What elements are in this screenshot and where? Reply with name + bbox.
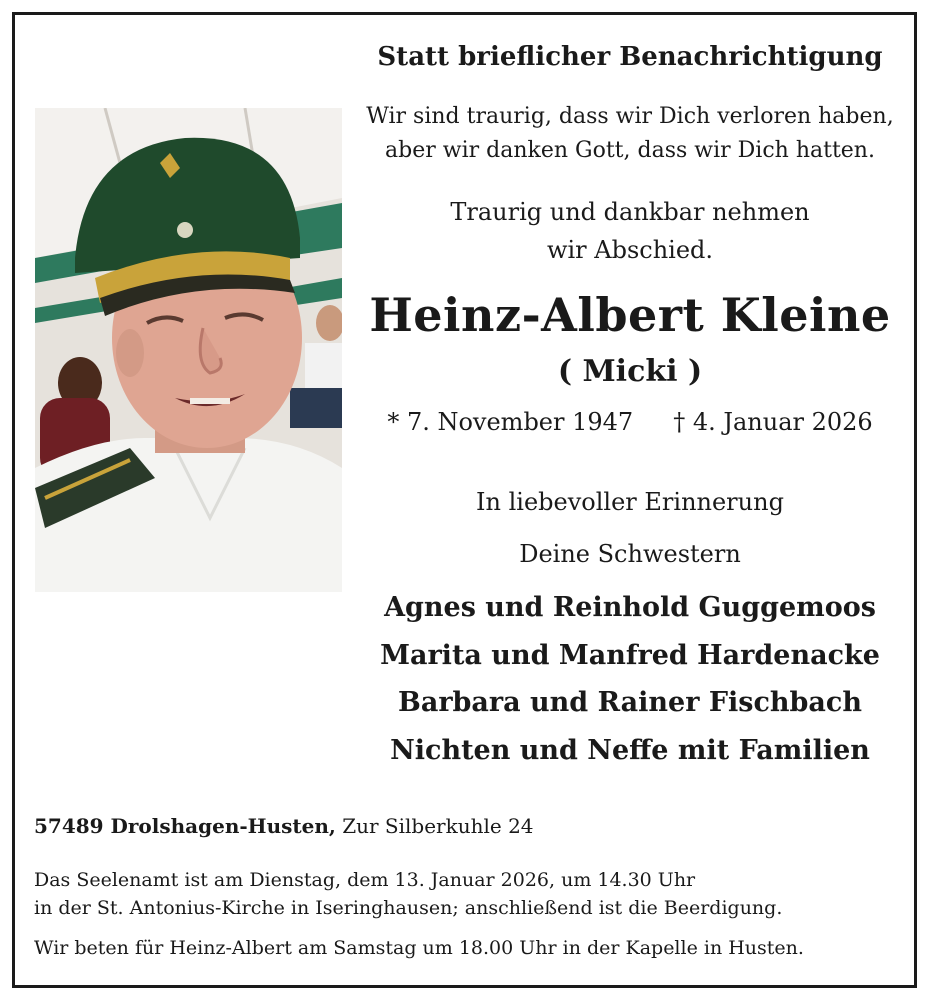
address-street: Zur Silberkuhle 24 [342, 814, 534, 838]
portrait-illustration [35, 108, 342, 592]
family-member-3: Barbara und Rainer Fischbach [398, 687, 862, 718]
deceased-nickname: ( Micki ) [557, 354, 703, 389]
death-date: † 4. Januar 2026 [673, 408, 873, 436]
relation-line: Deine Schwestern [519, 540, 741, 568]
service-line-1: Das Seelenamt ist am Dienstag, dem 13. Januar 2026, um 14.30 Uhr [34, 869, 696, 891]
birth-date: * 7. November 1947 [387, 408, 634, 436]
portrait-photo [35, 108, 342, 592]
family-member-1: Agnes und Reinhold Guggemoos [384, 592, 876, 623]
intro-line-1: Traurig und dankbar nehmen [450, 198, 810, 226]
life-dates [340, 408, 920, 436]
deceased-name: Heinz-Albert Kleine [369, 288, 891, 342]
family-member-2: Marita und Manfred Hardenacke [380, 640, 880, 671]
prayer-line: Wir beten für Heinz-Albert am Samstag um 18.00 Uhr in der Kapelle in Husten. [34, 937, 804, 959]
memory-line: In liebevoller Erinnerung [476, 488, 784, 516]
notice-header: Statt brieflicher Benachrichtigung [377, 42, 883, 72]
family-member-4: Nichten und Neffe mit Familien [390, 735, 870, 766]
address-line [34, 814, 534, 838]
intro-line-2: wir Abschied. [546, 236, 714, 264]
verse-line-2: aber wir danken Gott, dass wir Dich hatten. [385, 138, 875, 163]
service-line-2: in der St. Antonius-Kirche in Iseringhausen; anschließend ist die Beerdigung. [34, 897, 783, 919]
address-city: 57489 Drolshagen-Husten, [34, 814, 336, 838]
verse-line-1: Wir sind traurig, dass wir Dich verloren haben, [366, 104, 894, 129]
